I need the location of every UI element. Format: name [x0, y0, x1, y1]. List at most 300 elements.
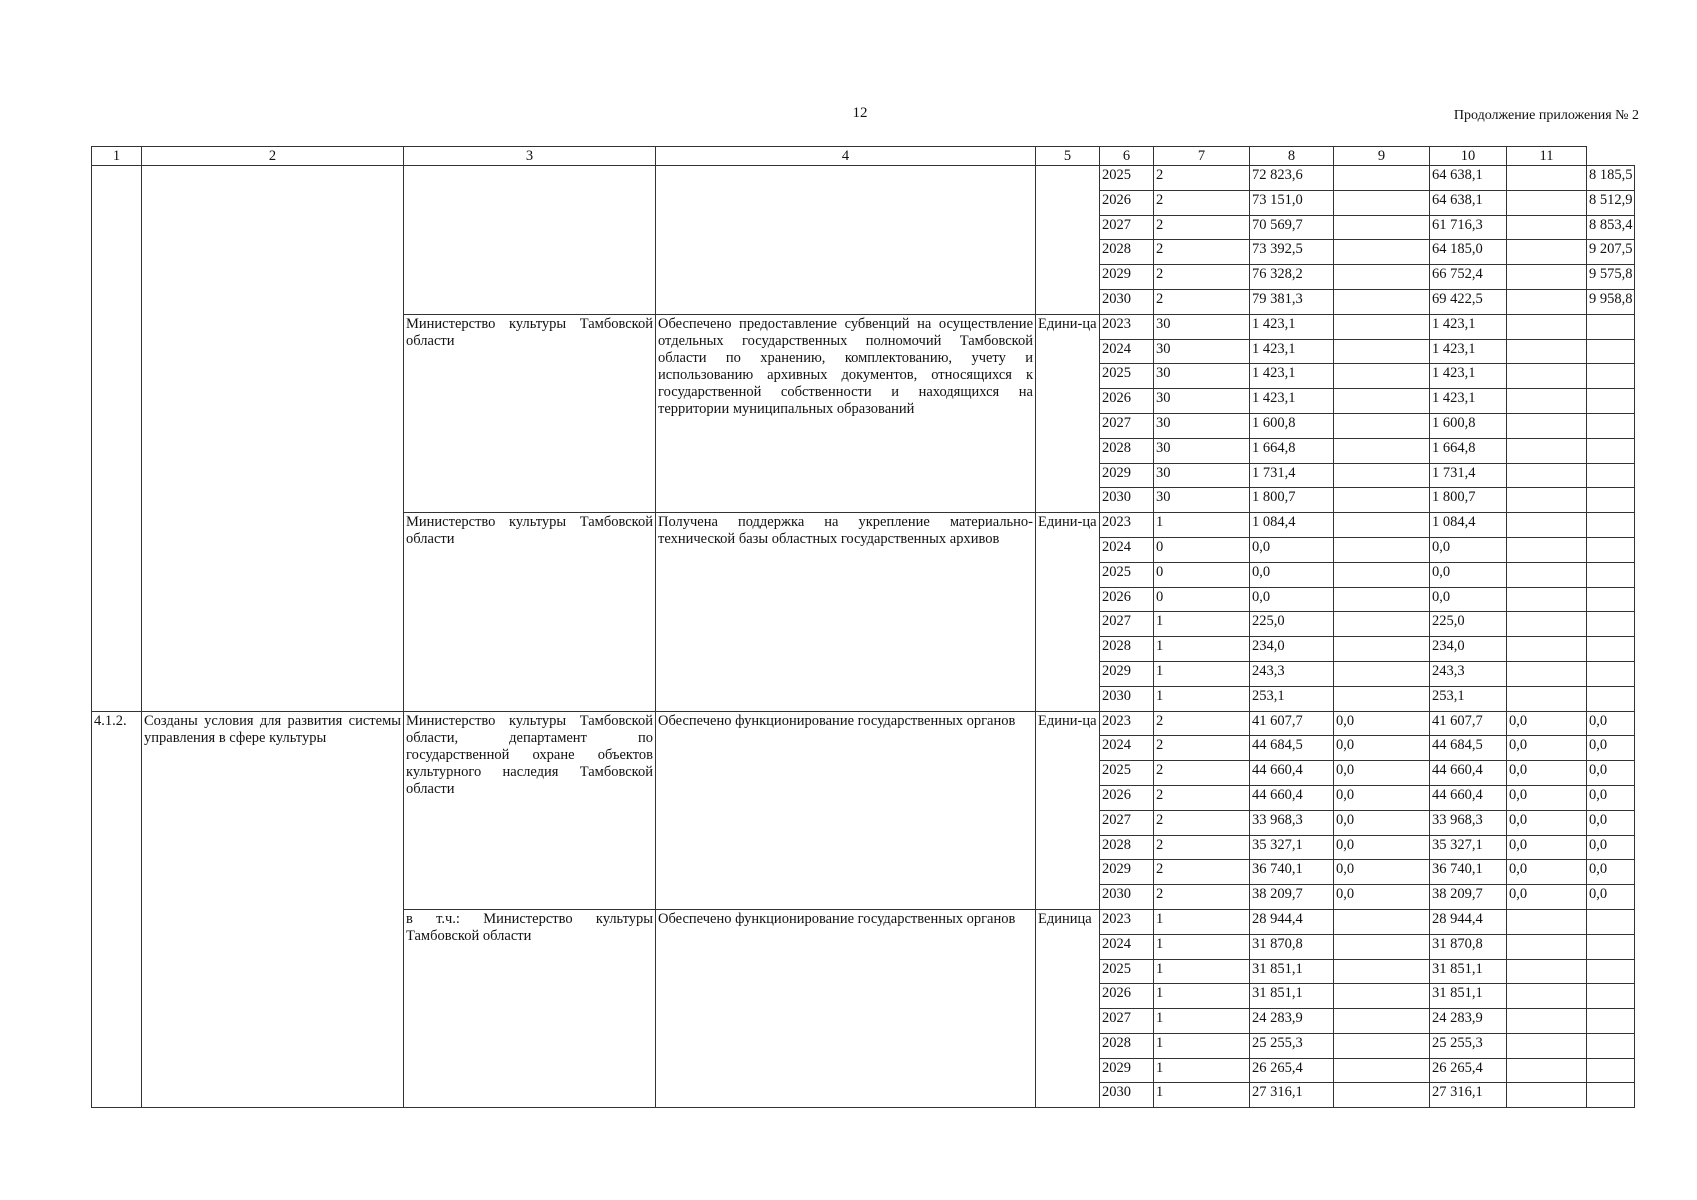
total-cell: 44 660,4 — [1250, 785, 1334, 810]
local-cell — [1507, 1058, 1587, 1083]
count-cell: 2 — [1154, 711, 1250, 736]
federal-cell: 0,0 — [1334, 761, 1430, 786]
count-cell: 30 — [1154, 314, 1250, 339]
total-cell: 1 800,7 — [1250, 488, 1334, 513]
federal-cell — [1334, 413, 1430, 438]
local-cell: 0,0 — [1507, 860, 1587, 885]
federal-cell — [1334, 289, 1430, 314]
regional-cell: 35 327,1 — [1430, 835, 1507, 860]
local-cell: 0,0 — [1507, 785, 1587, 810]
regional-cell: 1 800,7 — [1430, 488, 1507, 513]
year-cell: 2025 — [1100, 959, 1154, 984]
total-cell: 31 851,1 — [1250, 959, 1334, 984]
other-cell — [1587, 513, 1635, 538]
other-cell — [1587, 934, 1635, 959]
other-cell — [1587, 1033, 1635, 1058]
other-cell — [1587, 339, 1635, 364]
unit-cell: Едини-ца — [1036, 711, 1100, 909]
column-number: 1 — [92, 147, 142, 166]
local-cell — [1507, 339, 1587, 364]
count-cell: 2 — [1154, 785, 1250, 810]
total-cell: 28 944,4 — [1250, 909, 1334, 934]
regional-cell: 1 423,1 — [1430, 314, 1507, 339]
local-cell — [1507, 513, 1587, 538]
count-cell: 2 — [1154, 835, 1250, 860]
other-cell — [1587, 488, 1635, 513]
column-number: 2 — [142, 147, 404, 166]
year-cell: 2030 — [1100, 686, 1154, 711]
total-cell: 1 084,4 — [1250, 513, 1334, 538]
count-cell: 1 — [1154, 1033, 1250, 1058]
regional-cell: 1 600,8 — [1430, 413, 1507, 438]
local-cell — [1507, 190, 1587, 215]
year-cell: 2023 — [1100, 513, 1154, 538]
regional-cell: 0,0 — [1430, 537, 1507, 562]
year-cell: 2024 — [1100, 339, 1154, 364]
total-cell: 79 381,3 — [1250, 289, 1334, 314]
regional-cell: 0,0 — [1430, 562, 1507, 587]
year-cell: 2027 — [1100, 810, 1154, 835]
total-cell: 1 731,4 — [1250, 463, 1334, 488]
local-cell — [1507, 587, 1587, 612]
year-cell: 2027 — [1100, 215, 1154, 240]
appendix-continuation-note: Продолжение приложения № 2 — [1453, 108, 1639, 123]
regional-cell: 253,1 — [1430, 686, 1507, 711]
federal-cell — [1334, 537, 1430, 562]
regional-cell: 31 870,8 — [1430, 934, 1507, 959]
regional-cell: 31 851,1 — [1430, 984, 1507, 1009]
local-cell: 0,0 — [1507, 885, 1587, 910]
regional-cell: 64 638,1 — [1430, 190, 1507, 215]
federal-cell — [1334, 587, 1430, 612]
other-cell — [1587, 413, 1635, 438]
local-cell — [1507, 265, 1587, 290]
regional-cell: 1 731,4 — [1430, 463, 1507, 488]
other-cell: 0,0 — [1587, 835, 1635, 860]
item-number-cell — [92, 166, 142, 712]
regional-cell: 66 752,4 — [1430, 265, 1507, 290]
count-cell: 0 — [1154, 537, 1250, 562]
total-cell: 36 740,1 — [1250, 860, 1334, 885]
local-cell — [1507, 637, 1587, 662]
count-cell: 30 — [1154, 339, 1250, 364]
other-cell — [1587, 463, 1635, 488]
other-cell — [1587, 1009, 1635, 1034]
total-cell: 0,0 — [1250, 587, 1334, 612]
other-cell — [1587, 537, 1635, 562]
total-cell: 44 660,4 — [1250, 761, 1334, 786]
federal-cell — [1334, 562, 1430, 587]
other-cell — [1587, 637, 1635, 662]
regional-cell: 26 265,4 — [1430, 1058, 1507, 1083]
federal-cell — [1334, 463, 1430, 488]
federal-cell — [1334, 240, 1430, 265]
regional-cell: 61 716,3 — [1430, 215, 1507, 240]
federal-cell — [1334, 909, 1430, 934]
count-cell: 2 — [1154, 810, 1250, 835]
total-cell: 24 283,9 — [1250, 1009, 1334, 1034]
year-cell: 2026 — [1100, 785, 1154, 810]
year-cell: 2028 — [1100, 240, 1154, 265]
federal-cell: 0,0 — [1334, 835, 1430, 860]
count-cell: 2 — [1154, 289, 1250, 314]
other-cell — [1587, 1083, 1635, 1108]
column-number: 11 — [1507, 147, 1587, 166]
other-cell — [1587, 1058, 1635, 1083]
column-number: 8 — [1250, 147, 1334, 166]
regional-cell: 44 684,5 — [1430, 736, 1507, 761]
year-cell: 2028 — [1100, 1033, 1154, 1058]
total-cell: 70 569,7 — [1250, 215, 1334, 240]
local-cell — [1507, 1083, 1587, 1108]
federal-cell: 0,0 — [1334, 860, 1430, 885]
count-cell: 2 — [1154, 190, 1250, 215]
total-cell: 1 423,1 — [1250, 364, 1334, 389]
federal-cell — [1334, 959, 1430, 984]
federal-cell — [1334, 389, 1430, 414]
table-body — [92, 166, 1635, 1108]
executor-cell: Министерство культуры Тамбовской области — [404, 513, 656, 711]
result-cell: Обеспечено функционирование государственных органов — [656, 711, 1036, 909]
regional-cell: 33 968,3 — [1430, 810, 1507, 835]
year-cell: 2030 — [1100, 885, 1154, 910]
year-cell: 2028 — [1100, 438, 1154, 463]
total-cell: 1 423,1 — [1250, 389, 1334, 414]
unit-cell: Едини-ца — [1036, 513, 1100, 711]
count-cell: 1 — [1154, 686, 1250, 711]
count-cell: 30 — [1154, 463, 1250, 488]
total-cell: 72 823,6 — [1250, 166, 1334, 191]
local-cell: 0,0 — [1507, 711, 1587, 736]
federal-cell — [1334, 190, 1430, 215]
federal-cell — [1334, 438, 1430, 463]
count-cell: 2 — [1154, 265, 1250, 290]
measure-name-cell: Созданы условия для развития системы управления в сфере культуры — [142, 711, 404, 1108]
other-cell — [1587, 314, 1635, 339]
total-cell: 1 664,8 — [1250, 438, 1334, 463]
year-cell: 2030 — [1100, 1083, 1154, 1108]
year-cell: 2024 — [1100, 934, 1154, 959]
other-cell — [1587, 438, 1635, 463]
regional-cell: 225,0 — [1430, 612, 1507, 637]
federal-cell — [1334, 984, 1430, 1009]
local-cell — [1507, 389, 1587, 414]
other-cell: 0,0 — [1587, 860, 1635, 885]
table-row — [92, 166, 1635, 191]
year-cell: 2026 — [1100, 587, 1154, 612]
other-cell: 0,0 — [1587, 810, 1635, 835]
count-cell: 1 — [1154, 1009, 1250, 1034]
regional-cell: 27 316,1 — [1430, 1083, 1507, 1108]
regional-cell: 1 664,8 — [1430, 438, 1507, 463]
other-cell — [1587, 661, 1635, 686]
year-cell: 2026 — [1100, 389, 1154, 414]
column-number: 6 — [1100, 147, 1154, 166]
total-cell: 234,0 — [1250, 637, 1334, 662]
federal-cell: 0,0 — [1334, 711, 1430, 736]
count-cell: 1 — [1154, 1058, 1250, 1083]
other-cell — [1587, 562, 1635, 587]
count-cell: 1 — [1154, 984, 1250, 1009]
other-cell — [1587, 364, 1635, 389]
other-cell: 8 512,9 — [1587, 190, 1635, 215]
regional-cell: 24 283,9 — [1430, 1009, 1507, 1034]
result-cell: Обеспечено предоставление субвенций на осуществление отдельных государственных полномочий Тамбовской области по хранению, комплектованию, учету и использованию архивных документов, относящихся к государственной собственности и находящихся на территории муниципальных образований — [656, 314, 1036, 512]
other-cell — [1587, 984, 1635, 1009]
total-cell: 225,0 — [1250, 612, 1334, 637]
year-cell: 2025 — [1100, 166, 1154, 191]
local-cell — [1507, 1033, 1587, 1058]
year-cell: 2026 — [1100, 984, 1154, 1009]
local-cell — [1507, 984, 1587, 1009]
federal-cell — [1334, 339, 1430, 364]
count-cell: 30 — [1154, 488, 1250, 513]
regional-cell: 1 423,1 — [1430, 364, 1507, 389]
count-cell: 1 — [1154, 1083, 1250, 1108]
regional-cell: 0,0 — [1430, 587, 1507, 612]
federal-cell: 0,0 — [1334, 785, 1430, 810]
other-cell: 8 853,4 — [1587, 215, 1635, 240]
other-cell: 0,0 — [1587, 761, 1635, 786]
other-cell — [1587, 587, 1635, 612]
local-cell — [1507, 488, 1587, 513]
federal-cell — [1334, 1058, 1430, 1083]
year-cell: 2029 — [1100, 1058, 1154, 1083]
count-cell: 1 — [1154, 959, 1250, 984]
other-cell: 0,0 — [1587, 736, 1635, 761]
total-cell: 1 600,8 — [1250, 413, 1334, 438]
total-cell: 253,1 — [1250, 686, 1334, 711]
other-cell: 0,0 — [1587, 711, 1635, 736]
local-cell — [1507, 215, 1587, 240]
total-cell: 25 255,3 — [1250, 1033, 1334, 1058]
executor-cell — [404, 166, 656, 315]
count-cell: 1 — [1154, 661, 1250, 686]
total-cell: 33 968,3 — [1250, 810, 1334, 835]
federal-cell — [1334, 215, 1430, 240]
count-cell: 2 — [1154, 240, 1250, 265]
year-cell: 2027 — [1100, 612, 1154, 637]
unit-cell: Едини-ца — [1036, 314, 1100, 512]
federal-cell — [1334, 488, 1430, 513]
year-cell: 2023 — [1100, 711, 1154, 736]
federal-cell — [1334, 1083, 1430, 1108]
total-cell: 27 316,1 — [1250, 1083, 1334, 1108]
year-cell: 2028 — [1100, 835, 1154, 860]
federal-cell — [1334, 1009, 1430, 1034]
federal-cell — [1334, 1033, 1430, 1058]
count-cell: 30 — [1154, 438, 1250, 463]
result-cell: Получена поддержка на укрепление материально-технической базы областных государственных архивов — [656, 513, 1036, 711]
column-number: 10 — [1430, 147, 1507, 166]
other-cell: 0,0 — [1587, 785, 1635, 810]
regional-cell: 38 209,7 — [1430, 885, 1507, 910]
regional-cell: 25 255,3 — [1430, 1033, 1507, 1058]
regional-cell: 31 851,1 — [1430, 959, 1507, 984]
count-cell: 0 — [1154, 587, 1250, 612]
local-cell — [1507, 612, 1587, 637]
total-cell: 73 151,0 — [1250, 190, 1334, 215]
count-cell: 2 — [1154, 215, 1250, 240]
local-cell — [1507, 438, 1587, 463]
local-cell: 0,0 — [1507, 736, 1587, 761]
count-cell: 2 — [1154, 761, 1250, 786]
local-cell — [1507, 537, 1587, 562]
regional-cell: 36 740,1 — [1430, 860, 1507, 885]
other-cell: 0,0 — [1587, 885, 1635, 910]
result-cell — [656, 166, 1036, 315]
local-cell: 0,0 — [1507, 835, 1587, 860]
regional-cell: 1 423,1 — [1430, 339, 1507, 364]
executor-cell: в т.ч.: Министерство культуры Тамбовской области — [404, 909, 656, 1107]
total-cell: 73 392,5 — [1250, 240, 1334, 265]
count-cell: 0 — [1154, 562, 1250, 587]
regional-cell: 44 660,4 — [1430, 785, 1507, 810]
total-cell: 31 851,1 — [1250, 984, 1334, 1009]
count-cell: 1 — [1154, 637, 1250, 662]
local-cell — [1507, 314, 1587, 339]
count-cell: 30 — [1154, 389, 1250, 414]
federal-cell: 0,0 — [1334, 810, 1430, 835]
count-cell: 1 — [1154, 513, 1250, 538]
other-cell: 9 207,5 — [1587, 240, 1635, 265]
year-cell: 2027 — [1100, 413, 1154, 438]
local-cell — [1507, 166, 1587, 191]
year-cell: 2029 — [1100, 860, 1154, 885]
regional-cell: 28 944,4 — [1430, 909, 1507, 934]
federal-cell — [1334, 513, 1430, 538]
federal-cell — [1334, 166, 1430, 191]
year-cell: 2029 — [1100, 661, 1154, 686]
local-cell — [1507, 686, 1587, 711]
count-cell: 2 — [1154, 736, 1250, 761]
table-row — [92, 711, 1635, 736]
local-cell — [1507, 240, 1587, 265]
local-cell — [1507, 909, 1587, 934]
count-cell: 2 — [1154, 166, 1250, 191]
federal-cell — [1334, 637, 1430, 662]
column-number: 5 — [1036, 147, 1100, 166]
federal-cell — [1334, 661, 1430, 686]
local-cell — [1507, 289, 1587, 314]
total-cell: 0,0 — [1250, 562, 1334, 587]
year-cell: 2025 — [1100, 562, 1154, 587]
unit-cell: Единица — [1036, 909, 1100, 1107]
year-cell: 2030 — [1100, 488, 1154, 513]
local-cell — [1507, 1009, 1587, 1034]
year-cell: 2023 — [1100, 909, 1154, 934]
item-number-cell: 4.1.2. — [92, 711, 142, 1108]
local-cell — [1507, 959, 1587, 984]
year-cell: 2028 — [1100, 637, 1154, 662]
count-cell: 2 — [1154, 885, 1250, 910]
year-cell: 2029 — [1100, 463, 1154, 488]
other-cell: 9 958,8 — [1587, 289, 1635, 314]
result-cell: Обеспечено функционирование государственных органов — [656, 909, 1036, 1107]
count-cell: 2 — [1154, 860, 1250, 885]
executor-cell: Министерство культуры Тамбовской области — [404, 314, 656, 512]
local-cell: 0,0 — [1507, 761, 1587, 786]
total-cell: 44 684,5 — [1250, 736, 1334, 761]
count-cell: 30 — [1154, 364, 1250, 389]
count-cell: 1 — [1154, 934, 1250, 959]
other-cell — [1587, 959, 1635, 984]
other-cell — [1587, 686, 1635, 711]
column-number: 9 — [1334, 147, 1430, 166]
regional-cell: 44 660,4 — [1430, 761, 1507, 786]
total-cell: 31 870,8 — [1250, 934, 1334, 959]
federal-cell: 0,0 — [1334, 885, 1430, 910]
unit-cell — [1036, 166, 1100, 315]
year-cell: 2029 — [1100, 265, 1154, 290]
regional-cell: 41 607,7 — [1430, 711, 1507, 736]
federal-cell — [1334, 364, 1430, 389]
total-cell: 35 327,1 — [1250, 835, 1334, 860]
count-cell: 30 — [1154, 413, 1250, 438]
column-number: 3 — [404, 147, 656, 166]
regional-cell: 234,0 — [1430, 637, 1507, 662]
federal-cell — [1334, 934, 1430, 959]
regional-cell: 1 423,1 — [1430, 389, 1507, 414]
year-cell: 2025 — [1100, 761, 1154, 786]
federal-cell — [1334, 612, 1430, 637]
year-cell: 2030 — [1100, 289, 1154, 314]
total-cell: 1 423,1 — [1250, 314, 1334, 339]
local-cell — [1507, 562, 1587, 587]
federal-cell — [1334, 686, 1430, 711]
local-cell — [1507, 364, 1587, 389]
table-header — [92, 147, 1635, 166]
total-cell: 38 209,7 — [1250, 885, 1334, 910]
year-cell: 2026 — [1100, 190, 1154, 215]
regional-cell: 69 422,5 — [1430, 289, 1507, 314]
other-cell — [1587, 909, 1635, 934]
year-cell: 2025 — [1100, 364, 1154, 389]
regional-cell: 243,3 — [1430, 661, 1507, 686]
page-number: 12 — [852, 105, 868, 121]
total-cell: 1 423,1 — [1250, 339, 1334, 364]
federal-cell — [1334, 265, 1430, 290]
count-cell: 1 — [1154, 909, 1250, 934]
executor-cell: Министерство культуры Тамбовской области, департамент по государственной охране объектов культурного наследия Тамбовской области — [404, 711, 656, 909]
column-number: 7 — [1154, 147, 1250, 166]
regional-cell: 64 638,1 — [1430, 166, 1507, 191]
count-cell: 1 — [1154, 612, 1250, 637]
local-cell — [1507, 463, 1587, 488]
year-cell: 2023 — [1100, 314, 1154, 339]
measure-name-cell — [142, 166, 404, 712]
column-number: 4 — [656, 147, 1036, 166]
federal-cell — [1334, 314, 1430, 339]
year-cell: 2027 — [1100, 1009, 1154, 1034]
total-cell: 243,3 — [1250, 661, 1334, 686]
other-cell: 8 185,5 — [1587, 166, 1635, 191]
total-cell: 76 328,2 — [1250, 265, 1334, 290]
year-cell: 2024 — [1100, 537, 1154, 562]
other-cell — [1587, 389, 1635, 414]
federal-cell: 0,0 — [1334, 736, 1430, 761]
local-cell — [1507, 661, 1587, 686]
total-cell: 0,0 — [1250, 537, 1334, 562]
other-cell — [1587, 612, 1635, 637]
local-cell — [1507, 413, 1587, 438]
local-cell: 0,0 — [1507, 810, 1587, 835]
total-cell: 41 607,7 — [1250, 711, 1334, 736]
appendix-table — [91, 146, 1635, 1108]
local-cell — [1507, 934, 1587, 959]
column-number-row — [92, 147, 1635, 166]
other-cell: 9 575,8 — [1587, 265, 1635, 290]
